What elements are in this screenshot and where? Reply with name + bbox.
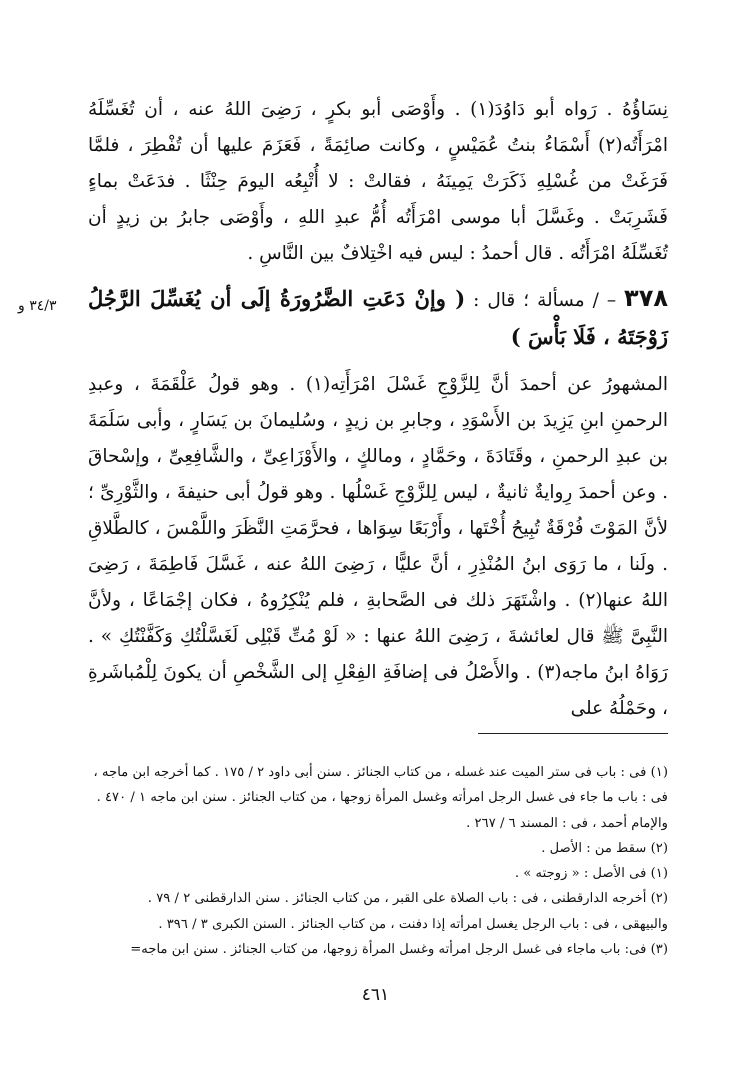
manuscript-folio-note: ٣٤/٣ و [18,298,57,314]
footnote-line: (١) فى الأصل : « زوجته » . [514,866,668,882]
footnote-line: (٢) سقط من : الأصل . [541,840,668,856]
page-number: ٤٦١ [361,985,390,1005]
footnote-line: فى : باب ما جاء فى غسل الرجل امرأته وغسل المرأة زوجها ، من كتاب الجنائز . سنن ابن ماجه ١ / ٤٧٠ . [96,790,668,806]
footnote-line: (٢) أخرجه الدارقطنى ، فى : باب الصلاة على القبر ، من كتاب الجنائز . سنن الدارقطنى ٢ / ٧٩ . [147,891,668,907]
footnote-line: والإمام أحمد ، فى : المسند ٦ / ٢٦٧ . [466,815,668,831]
footnote-line: (١) فى : باب فى ستر الميت عند غسله ، من كتاب الجنائز . سنن أبى داود ٢ / ١٧٥ . كما أخرجه ابن ماجه ، [93,765,668,780]
paragraph-2: المشهورُ عن أحمدَ أنَّ لِلزَّوْجِ غَسْلَ امْرَأَتِه(١) . وهو قولُ عَلْقَمَةَ ، وعبدِ الرحمنِ ابنِ يَزِيدَ بن الأَسْوَدِ ، وجابرِ بن زيدٍ ، وسُليمانَ بن يَسَارٍ ، وأبى سَلَمَةَ بن عبدِ الرحمنِ ، وقَتَادَةَ ، وحَمَّادٍ ، ومالكٍ ، والأَوْزَاعِىِّ ، والشَّافِعِىِّ ، وإسْحاقَ . وعن أحمدَ رِوايةٌ ثانيةٌ ، ليس لِلزَّوْجِ غَسْلُها . وهو قولُ أبى حنيفةَ ، والثَّوْرِىِّ ؛ لأنَّ المَوْتَ فُرْقَةٌ تُبِيحُ أُخْتَها ، وأَرْبَعًا سِوَاها ، فحرَّمَتِ النَّظَرَ واللَّمْسَ ، كالطَّلاقِ . ولَنا ، ما رَوَى ابنُ المُنْذِرِ ، أنَّ عليًّا ، رَضِىَ اللهُ عنه ، غَسَّلَ فَاطِمَةَ ، رَضِىَ اللهُ عنها(٢) . واشْتَهَرَ ذلك فى الصَّحابةِ ، فلم يُنْكِرُوهُ ، فكان إجْمَاعًا ، ولأنَّ النَّبِىَّ ﷺ قال لعائشةَ ، رَضِىَ اللهُ عنها : « لَوْ مُتِّ قَبْلِى لَغَسَّلْتُكِ وَكَفَّنْتُكِ » . رَوَاهُ ابنُ ماجه(٣) . والأَصْلُ فى إضافَةِ الفِعْلِ إلى الشَّخْصِ أن يكونَ لِلْمُباشَرةِ ، وحَمْلُهُ على [88,374,669,719]
footnote-divider [478,733,668,734]
footnotes [88,760,668,962]
footnote-line: (٣) فى: باب ماجاء فى غسل الرجل امرأته وغسل المرأة زوجها، من كتاب الجنائز . سنن ابن ماجه= [130,942,668,958]
issue-heading [88,280,668,357]
issue-number: ٣٧٨ [624,284,668,312]
issue-intro: – / مسألة ؛ قال : [473,290,617,311]
footnote-line: والبيهقى ، فى : باب الرجل يغسل امرأته إذا دفنت ، من كتاب الجنائز . السنن الكبرى ٣ / ٣٩٦ . [158,916,668,932]
main-text [88,92,668,727]
issue-title: ( وإنْ دَعَتِ الضَّرُورَةُ إلَى أن يُغَسِّلَ الرَّجُلُ زَوْجَتَهُ ، فَلَا بَأْسَ ) [88,286,668,349]
paragraph-1: نِسَاؤُهُ . رَواه أبو دَاوُدَ(١) . وأَوْصَى أبو بكرٍ ، رَضِىَ اللهُ عنه ، أن تُغَسِّلَهُ امْرَأَتُه(٢) أَسْمَاءُ بنتُ عُمَيْسٍ ، وكانت صائِمَةً ، فَعَزَمَ عليها أن تُفْطِرَ ، فلمَّا فَرَغَتْ من غُسْلِهِ ذَكَرَتْ يَمِينَهُ ، فقالتْ : لا أُتْبِعُه اليومَ حِنْثًا . فدَعَتْ بماءٍ فَشَرِبَتْ . وغَسَّلَ أبا موسى امْرَأَتُه أُمُّ عبدِ اللهِ ، وأَوْصَى جابرُ بن زيدٍ أن تُغَسِّلَهُ امْرَأَتُه . قال أحمدُ : ليس فيه اخْتِلافٌ بين النَّاسِ . [88,99,668,264]
